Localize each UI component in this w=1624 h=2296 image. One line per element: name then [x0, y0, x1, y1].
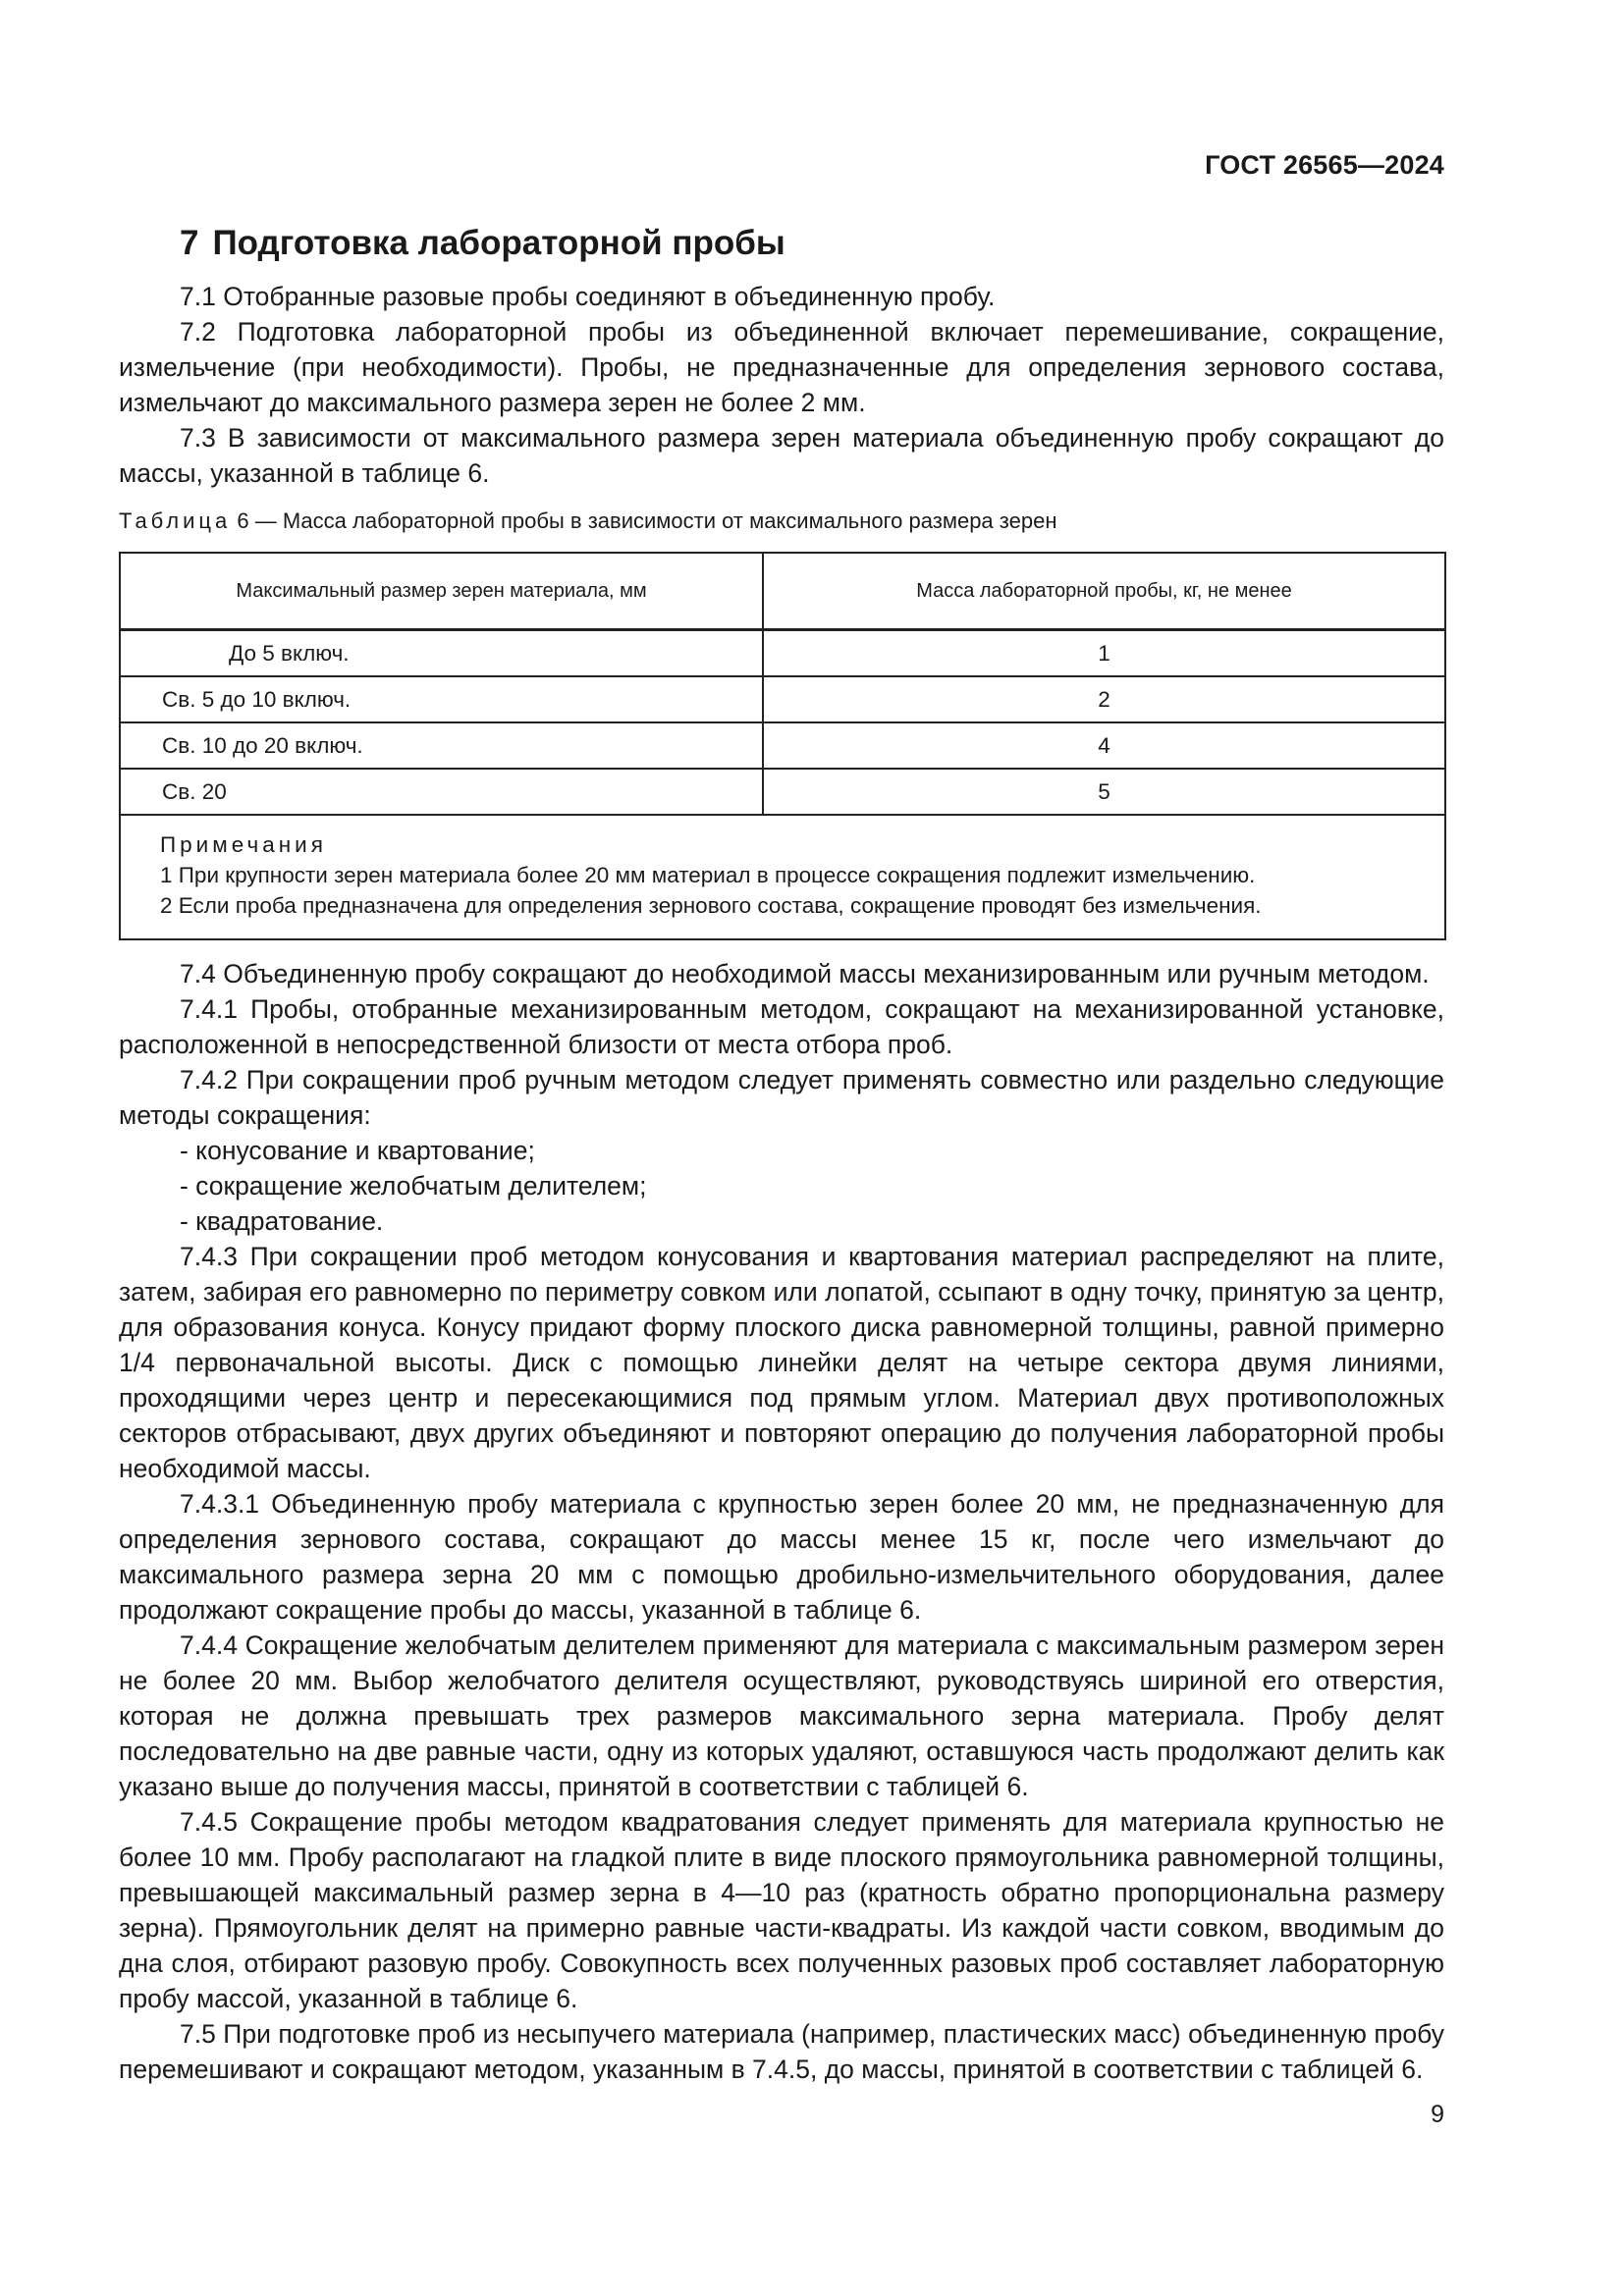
paragraph-7-2: 7.2 Подготовка лабораторной пробы из объединенной включает перемешивание, сокращение, измельчение (при необходимости). Пробы, не предназначенные для определения зернового состава, измельчают до максимального размера зерен не более 2 мм.	[119, 317, 1444, 417]
table-notes-row	[120, 815, 1445, 939]
standard-designation: ГОСТ 26565—2024	[1205, 150, 1444, 180]
intro-block	[119, 279, 1444, 491]
cell-mass: 5	[763, 769, 1445, 815]
paragraph-7-1: 7.1 Отобранные разовые пробы соединяют в объединенную пробу.	[180, 282, 996, 311]
paragraph-7-4-5: 7.4.5 Сокращение пробы методом квадратования следует применять для материала крупностью не более 10 мм. Пробу располагают на гладкой плите в виде плоского прямоугольника равномерной толщины, превышающей максимальный размер зерна в 4—10 раз (кратность обратно пропорциональна размеру зерна). Прямоугольник делят на примерно равные части-квадраты. Из каждой части совком, вводимым до дна слоя, отбирают разовую пробу. Совокупность всех полученных разовых проб составляет лабораторную пробу массой, указанной в таблице 6.	[119, 1807, 1444, 2013]
list-item: - конусование и квартование;	[180, 1136, 535, 1165]
table-row	[120, 676, 1445, 722]
page-number: 9	[1431, 2101, 1444, 2128]
paragraph-7-5: 7.5 При подготовке проб из несыпучего материала (например, пластических масс) объединенную пробу перемешивают и сокращают методом, указанным в 7.4.5, до массы, принятой в соответствии с таблицей 6.	[119, 2019, 1444, 2084]
note-item: 1 При крупности зерен материала более 20 мм материал в процессе сокращения подлежит измельчению.	[160, 863, 1256, 887]
table-row	[120, 722, 1445, 769]
main-text-block	[119, 956, 1444, 2087]
notes-heading: Примечания	[160, 832, 327, 857]
table-caption-text: 6 — Масса лабораторной пробы в зависимости от максимального размера зерен	[237, 508, 1057, 533]
cell-mass: 2	[763, 676, 1445, 722]
paragraph-7-4-4: 7.4.4 Сокращение желобчатым делителем применяют для материала с максимальным размером зерен не более 20 мм. Выбор желобчатого делителя осуществляют, руководствуясь шириной его отверстия, которая не должна превышать трех размеров максимального зерна материала. Пробу делят последовательно на две равные части, одну из которых удаляют, оставшуюся часть продолжают делить как указано выше до получения массы, принятой в соответствии с таблицей 6.	[119, 1630, 1444, 1801]
list-item: - квадратование.	[180, 1206, 384, 1236]
paragraph-7-4-1: 7.4.1 Пробы, отобранные механизированным методом, сокращают на механизированной установке, расположенной в непосредственной близости от места отбора проб.	[119, 994, 1444, 1059]
list-item: - сокращение желобчатым делителем;	[180, 1171, 647, 1201]
table-caption	[119, 508, 1056, 534]
cell-mass: 1	[763, 630, 1445, 677]
paragraph-7-4-3-1: 7.4.3.1 Объединенную пробу материала с крупностью зерен более 20 мм, не предназначенную для определения зернового состава, сокращают до массы менее 15 кг, после чего измельчают до максимального размера зерна 20 мм с помощью дробильно-измельчительного оборудования, далее продолжают сокращение пробы до массы, указанной в таблице 6.	[119, 1489, 1444, 1625]
table-row	[120, 630, 1445, 677]
section-number: 7	[180, 224, 199, 262]
section-heading	[180, 224, 785, 263]
table-caption-label: Таблица	[119, 508, 232, 533]
cell-mass: 4	[763, 722, 1445, 769]
note-item: 2 Если проба предназначена для определения зернового состава, сокращение проводят без измельчения.	[160, 893, 1262, 918]
cell-size: Св. 10 до 20 включ.	[120, 722, 763, 769]
table-header-row	[120, 553, 1445, 630]
section-title: Подготовка лабораторной пробы	[212, 224, 785, 262]
table-notes	[120, 815, 1445, 939]
paragraph-7-4-3: 7.4.3 При сокращении проб методом конусования и квартования материал распределяют на плите, затем, забирая его равномерно по периметру совком или лопатой, ссыпают в одну точку, принятую за центр, для образования конуса. Конусу придают форму плоского диска равномерной толщины, равной примерно 1/4 первоначальной высоты. Диск с помощью линейки делят на четыре сектора двумя линиями, проходящими через центр и пересекающимися под прямым углом. Материал двух противоположных секторов отбрасывают, двух других объединяют и повторяют операцию до получения лабораторной пробы необходимой массы.	[119, 1242, 1444, 1483]
col-header-mass: Масса лабораторной пробы, кг, не менее	[763, 553, 1445, 630]
paragraph-7-4-2: 7.4.2 При сокращении проб ручным методом следует применять совместно или раздельно следующие методы сокращения:	[119, 1065, 1444, 1130]
paragraph-7-3: 7.3 В зависимости от максимального размера зерен материала объединенную пробу сокращают до массы, указанной в таблице 6.	[119, 423, 1444, 488]
cell-size: Св. 5 до 10 включ.	[120, 676, 763, 722]
paragraph-7-4: 7.4 Объединенную пробу сокращают до необходимой массы механизированным или ручным методом.	[180, 959, 1430, 988]
cell-size: Св. 20	[120, 769, 763, 815]
cell-size: До 5 включ.	[120, 630, 763, 677]
mass-table	[119, 552, 1446, 940]
col-header-size: Максимальный размер зерен материала, мм	[120, 553, 763, 630]
table-row	[120, 769, 1445, 815]
